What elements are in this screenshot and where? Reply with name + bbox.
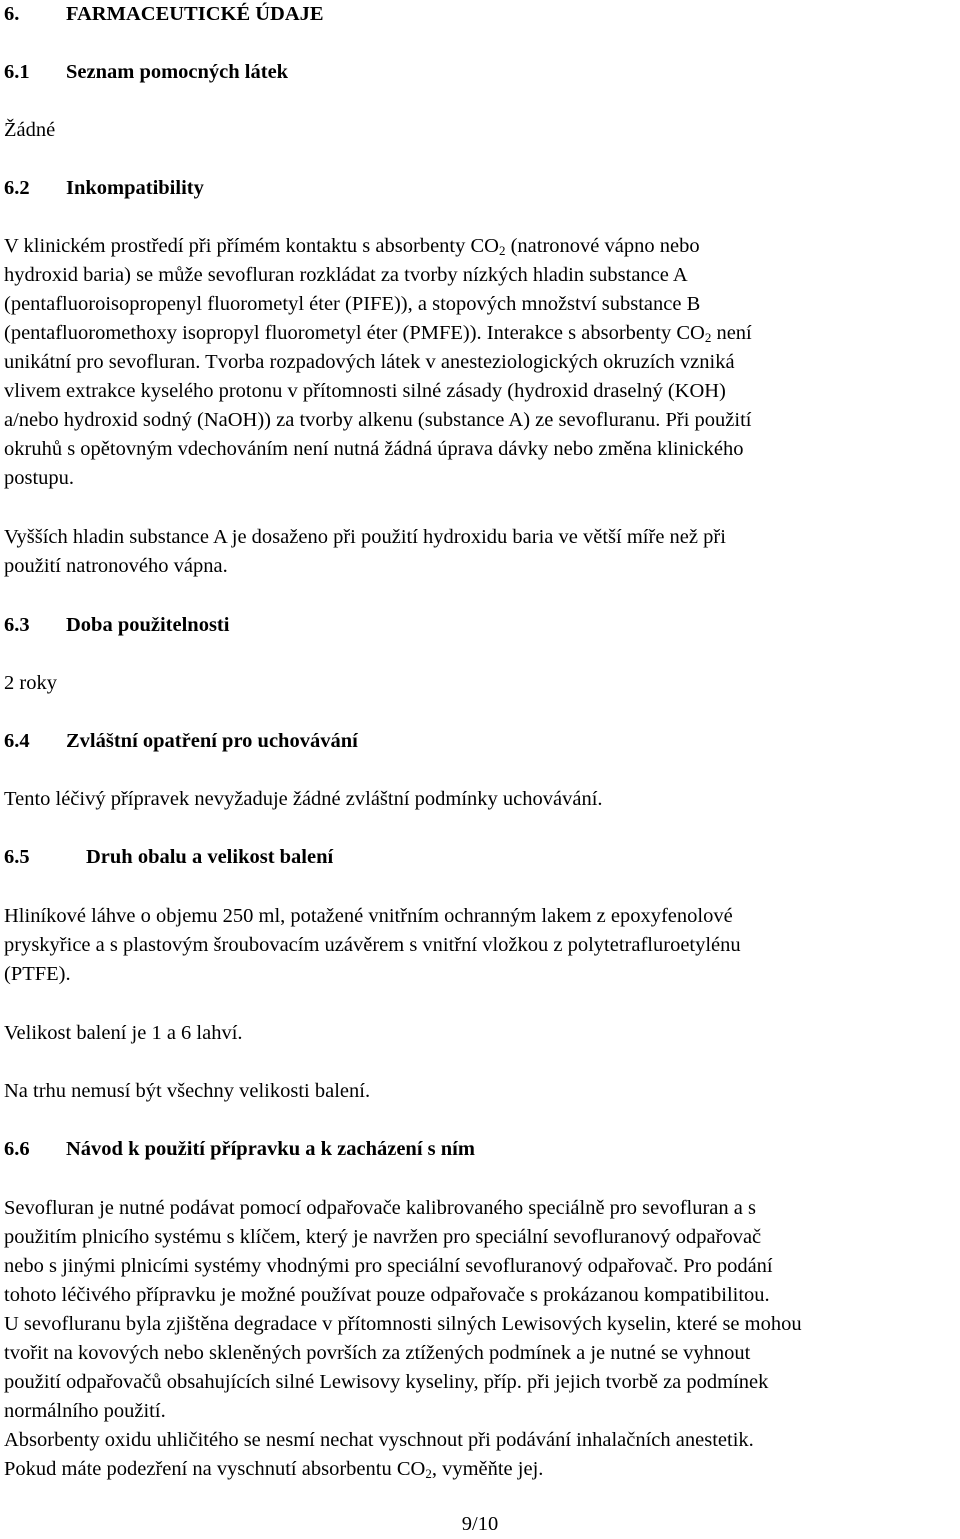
- section-6-1-body: Žádné: [4, 119, 56, 141]
- paragraph-line: tohoto léčivého přípravku je možné používat pouze odpařovače s prokázanou kompatibilitou.: [4, 1284, 770, 1306]
- paragraph-line: Velikost balení je 1 a 6 lahví.: [4, 1022, 243, 1044]
- section-number: 6.: [4, 3, 20, 25]
- paragraph-line: použití natronového vápna.: [4, 555, 228, 577]
- paragraph-line: (pentafluoromethoxy isopropyl fluorometyl éter (PMFE)). Interakce s absorbenty $CO_2$ není: [4, 322, 752, 345]
- paragraph-line: tvořit na kovových nebo skleněných površích za ztížených podmínek a je nutné se vyhnout: [4, 1342, 751, 1364]
- paragraph-line: U sevofluranu byla zjištěna degradace v přítomnosti silných Lewisových kyselin, které se mohou: [4, 1313, 802, 1335]
- paragraph-line: použitím plnicího systému s klíčem, který je navržen pro speciální sevofluranový odpařovač: [4, 1226, 762, 1248]
- paragraph-line: a/nebo hydroxid sodný (NaOH)) za tvorby alkenu (substance A) ze sevofluranu. Při použití: [4, 409, 752, 431]
- section-6-4-body: Tento léčivý přípravek nevyžaduje žádné zvláštní podmínky uchovávání.: [4, 788, 603, 810]
- paragraph-line: pryskyřice a s plastovým šroubovacím uzávěrem s vnitřní vložkou z polytetrafluroetylénu: [4, 934, 741, 956]
- section-number: 6.1: [4, 61, 30, 83]
- paragraph-line: normálního použití.: [4, 1400, 166, 1422]
- section-6-5-heading: [4, 843, 333, 872]
- section-title: Doba použitelnosti: [66, 614, 230, 636]
- section-6-3-heading: [4, 611, 229, 640]
- paragraph-line: Vyšších hladin substance A je dosaženo při použití hydroxidu baria ve větší míře než při: [4, 526, 726, 548]
- section-6-6-heading: [4, 1135, 475, 1164]
- section-title: Druh obalu a velikost balení: [86, 846, 334, 868]
- paragraph-line: (PTFE).: [4, 963, 71, 985]
- section-title: Zvláštní opatření pro uchovávání: [66, 730, 358, 752]
- paragraph-line: V klinickém prostředí při přímém kontaktu s absorbenty $CO_2$ (natronové vápno nebo: [4, 235, 700, 258]
- paragraph-line: Absorbenty oxidu uhličitého se nesmí nechat vyschnout při podávání inhalačních anestetik.: [4, 1429, 754, 1451]
- paragraph-line: Sevofluran je nutné podávat pomocí odpařovače kalibrovaného speciálně pro sevofluran a s: [4, 1197, 756, 1219]
- paragraph-line: vlivem extrakce kyselého protonu v přítomnosti silné zásady (hydroxid draselný (KOH): [4, 380, 726, 402]
- paragraph-line: (pentafluoroisopropenyl fluorometyl éter (PIFE)), a stopových množství substance B: [4, 293, 701, 315]
- paragraph-line: Pokud máte podezření na vyschnutí absorbentu $CO_2$, vyměňte jej.: [4, 1458, 544, 1481]
- section-number: 6.5: [4, 846, 30, 868]
- paragraph-line: hydroxid baria) se může sevofluran rozkládat za tvorby nízkých hladin substance A: [4, 264, 688, 286]
- section-number: 6.4: [4, 730, 30, 752]
- paragraph-line: unikátní pro sevofluran. Tvorba rozpadových látek v anesteziologických okruzích vzniká: [4, 351, 735, 373]
- section-number: 6.3: [4, 614, 30, 636]
- section-6-3-body: 2 roky: [4, 672, 57, 694]
- page-number: 9/10: [461, 1513, 499, 1535]
- section-title: Inkompatibility: [66, 177, 204, 199]
- paragraph-line: okruhů s opětovným vdechováním není nutná žádná úprava dávky nebo změna klinického: [4, 438, 744, 460]
- section-title: FARMACEUTICKÉ ÚDAJE: [66, 3, 324, 25]
- section-6-4-heading: [4, 727, 358, 756]
- section-title: Seznam pomocných látek: [66, 61, 289, 83]
- paragraph-line: postupu.: [4, 467, 75, 489]
- section-title: Návod k použití přípravku a k zacházení s ním: [66, 1138, 475, 1160]
- paragraph-line: nebo s jinými plnicími systémy vhodnými pro speciální sevofluranový odpařovač. Pro podání: [4, 1255, 773, 1277]
- section-number: 6.6: [4, 1138, 30, 1160]
- section-number: 6.2: [4, 177, 30, 199]
- paragraph-line: Hliníkové láhve o objemu 250 ml, potažené vnitřním ochranným lakem z epoxyfenolové: [4, 905, 733, 927]
- section-6-heading: [4, 0, 324, 29]
- section-6-1-heading: [4, 58, 288, 87]
- paragraph-line: použití odpařovačů obsahujících silné Lewisovy kyseliny, příp. při jejich tvorbě za podmínek: [4, 1371, 769, 1393]
- section-6-2-heading: [4, 174, 204, 203]
- paragraph-line: Na trhu nemusí být všechny velikosti balení.: [4, 1080, 371, 1102]
